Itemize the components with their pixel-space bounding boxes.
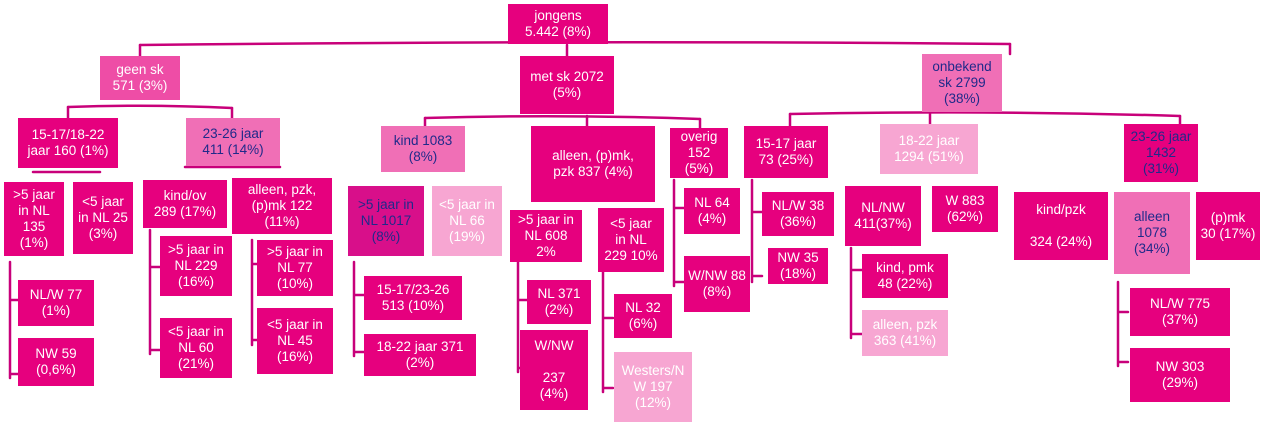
node-geen-23-26: 23-26 jaar 411 (14%) [186,118,280,166]
node-gt5-nl-77: >5 jaar in NL 77 (10%) [257,240,333,296]
node-lt5-nl-25: <5 jaar in NL 25 (3%) [73,182,133,254]
node-nl-64: NL 64 (4%) [684,188,740,234]
connector [674,180,684,286]
node-18-22-1294: 18-22 jaar 1294 (51%) [880,124,978,174]
connector [851,248,862,338]
node-alleen-837: alleen, (p)mk, pzk 837 (4%) [531,126,655,202]
node-gt5-nl-608: >5 jaar in NL 608 2% [510,210,582,262]
connector [354,262,364,356]
node-kind-pzk-324: kind/pzk 324 (24%) [1014,192,1108,260]
node-kind-pmk-48: kind, pmk 48 (22%) [862,254,948,298]
node-lt5-nl-66: <5 jaar in NL 66 (19%) [432,186,502,256]
node-lt5-nl-45: <5 jaar in NL 45 (16%) [257,308,333,374]
node-wnw-237: W/NW 237 (4%) [520,330,588,410]
connector [425,116,700,119]
node-nw-303: NW 303 (29%) [1130,348,1230,402]
node-nw-59: NW 59 (0,6%) [18,338,94,386]
node-nw-35: NW 35 (18%) [768,248,828,284]
connector [150,230,160,354]
node-15-17-73: 15-17 jaar 73 (25%) [744,126,828,178]
node-alleen-1078: alleen 1078 (34%) [1114,192,1190,274]
node-nlw-77-1: NL/W 77 (1%) [18,280,94,326]
connector [10,262,18,378]
node-lt5-nl-60: <5 jaar in NL 60 (21%) [160,318,232,378]
node-nlnw-411: NL/NW 411(37%) [845,186,921,246]
node-geen-sk: geen sk 571 (3%) [100,56,180,100]
node-23-26-1432: 23-26 jaar 1432 (31%) [1124,124,1198,182]
connector [752,180,762,282]
node-geen-15-22: 15-17/18-22 jaar 160 (1%) [18,118,118,168]
node-nl-371: NL 371 (2%) [527,280,591,324]
connector [68,106,232,108]
node-wnw-88: W/NW 88 (8%) [684,256,750,312]
node-nlw-775: NL/W 775 (37%) [1130,288,1230,336]
node-alleen-pzk-122: alleen, pzk, (p)mk 122 (11%) [232,178,332,234]
node-lt5-nl-229: <5 jaar in NL 229 10% [598,208,664,272]
connector [1118,282,1128,366]
node-pmk-30: (p)mk 30 (17%) [1196,192,1260,260]
node-alleen-pzk-363: alleen, pzk 363 (41%) [862,310,948,356]
node-age-513: 15-17/23-26 513 (10%) [364,276,462,320]
node-kind-ov: kind/ov 289 (17%) [143,180,227,228]
node-gt5-nl-135: >5 jaar in NL 135 (1%) [4,182,64,256]
node-age-371: 18-22 jaar 371 (2%) [364,334,476,376]
node-kind-1083: kind 1083 (8%) [381,126,465,172]
connector [603,272,613,392]
node-gt5-nl-229: >5 jaar in NL 229 (16%) [160,236,232,296]
node-met-sk: met sk 2072 (5%) [520,56,614,114]
node-nl-32: NL 32 (6%) [614,294,672,338]
node-root: jongens 5.442 (8%) [508,4,608,44]
connector [790,112,1180,116]
node-westers-197: Westers/N W 197 (12%) [614,352,692,422]
node-w-883: W 883 (62%) [932,186,998,232]
node-nlw-38: NL/W 38 (36%) [762,192,834,236]
node-gt5-nl-1017: >5 jaar in NL 1017 (8%) [348,186,424,256]
node-overig-152: overig 152 (5%) [670,128,728,178]
node-onbekend-sk: onbekend sk 2799 (38%) [922,54,1002,112]
